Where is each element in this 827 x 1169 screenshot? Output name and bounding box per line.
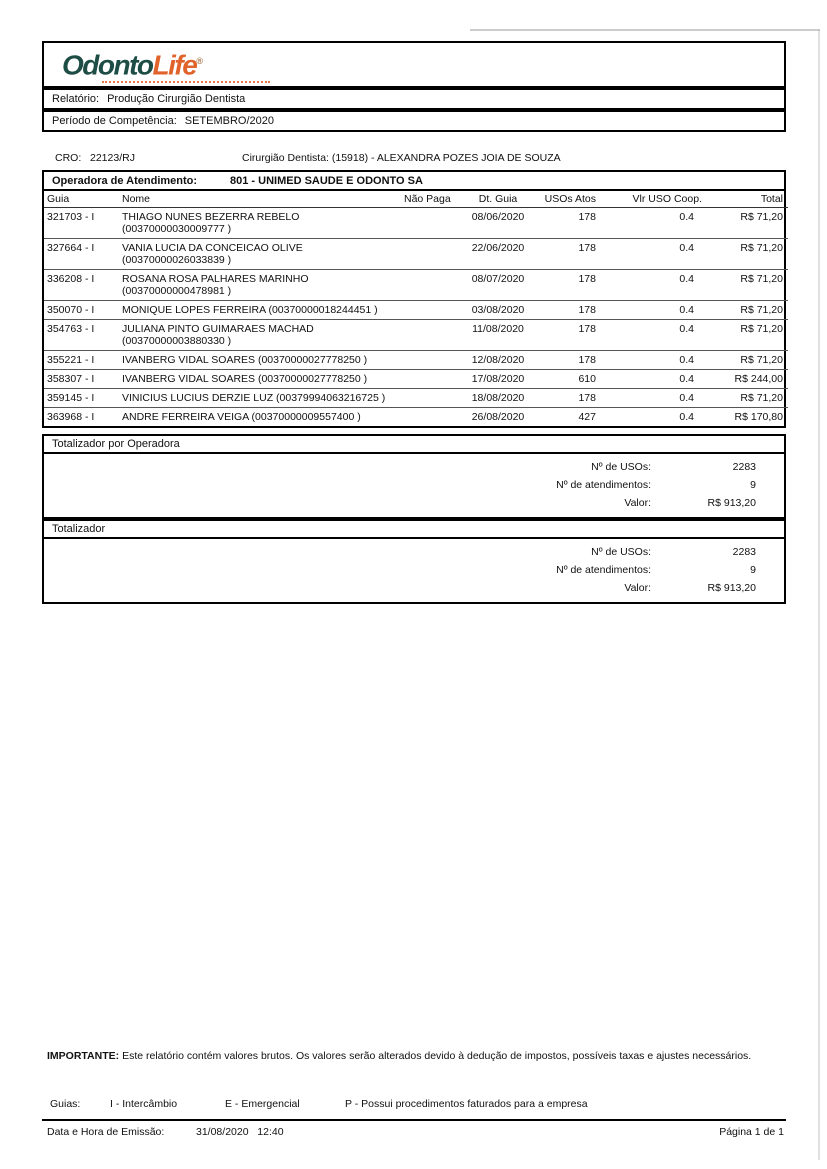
totalizador-operadora-body — [44, 454, 784, 517]
dt-guia-cell: 08/07/2020 — [460, 270, 536, 301]
total-cell: R$ 71,20 — [706, 208, 788, 239]
table-row — [44, 408, 788, 427]
usos-atos-cell: 178 — [536, 239, 616, 270]
vlr-uso-cell: 0.4 — [616, 208, 706, 239]
odontolife-logo — [62, 46, 784, 80]
dt-guia-cell: 08/06/2020 — [460, 208, 536, 239]
guia-cell: 359145 - I — [44, 389, 118, 408]
guia-cell: 327664 - I — [44, 239, 118, 270]
valor-label: Valor: — [624, 582, 651, 594]
dt-guia-cell: 26/08/2020 — [471, 411, 525, 423]
logo-tagline — [102, 81, 270, 83]
nao-paga-cell — [400, 270, 460, 301]
table-row — [44, 301, 788, 320]
total-valor-row — [44, 579, 784, 597]
operadora-row — [44, 172, 784, 191]
cro-value: 22123/RJ — [90, 152, 135, 164]
logo-odonto-text: Odonto — [62, 49, 153, 81]
total-cell: R$ 170,80 — [734, 411, 783, 423]
nome-cell: VINICIUS LUCIUS DERZIE LUZ (00379994063216725 ) — [118, 389, 400, 408]
guia-cell: 321703 - I — [44, 208, 118, 239]
valor-value: R$ 913,20 — [707, 582, 756, 594]
nome-cell: IVANBERG VIDAL SOARES (00370000027778250 ) — [118, 351, 400, 370]
header-nao-paga: Não Paga — [400, 191, 460, 208]
header-dt-guia: Dt. Guia — [460, 191, 536, 208]
guides-table-box — [42, 170, 786, 428]
totalizador-box — [42, 519, 786, 604]
table-row — [44, 208, 788, 239]
total-cell: R$ 71,20 — [706, 239, 788, 270]
vlr-uso-cell: 0.4 — [616, 389, 706, 408]
total-atendimentos-row — [44, 476, 784, 494]
importante-text: Este relatório contém valores brutos. Os valores serão alterados devido à dedução de impostos, possíveis taxas e ajustes necessários. — [122, 1050, 752, 1062]
scan-artifact-right — [818, 30, 820, 1160]
total-cell: R$ 71,20 — [706, 389, 788, 408]
nao-paga-cell — [400, 320, 460, 351]
total-cell: R$ 71,20 — [706, 270, 788, 301]
totalizador-operadora-box — [42, 434, 786, 519]
dentist-value: (15918) - ALEXANDRA POZES JOIA DE SOUZA — [331, 152, 561, 164]
table-row — [44, 320, 788, 351]
valor-label: Valor: — [624, 497, 651, 509]
atendimentos-label: Nº de atendimentos: — [556, 479, 651, 491]
usos-atos-cell: 178 — [536, 208, 616, 239]
dt-guia-cell: 22/06/2020 — [460, 239, 536, 270]
usos-atos-cell: 610 — [536, 370, 616, 389]
guia-cell: 354763 - I — [44, 320, 118, 351]
vlr-uso-cell: 0.4 — [616, 239, 706, 270]
guia-cell: 358307 - I — [44, 370, 118, 389]
usos-label: Nº de USOs: — [591, 546, 651, 558]
dentist-label: Cirurgião Dentista: — [242, 152, 329, 164]
scan-artifact-top — [470, 29, 820, 31]
emission-value: 31/08/2020 12:40 — [196, 1126, 284, 1138]
nome-cell: MONIQUE LOPES FERREIRA (00370000018244451 ) — [118, 301, 400, 320]
operadora-value: 801 - UNIMED SAUDE E ODONTO SA — [230, 175, 423, 187]
table-row — [44, 370, 788, 389]
nao-paga-cell — [400, 208, 460, 239]
atendimentos-label: Nº de atendimentos: — [556, 564, 651, 576]
header-usos-atos: USOs Atos — [536, 191, 616, 208]
nao-paga-cell — [400, 389, 460, 408]
total-atendimentos-row — [44, 561, 784, 579]
total-usos-row — [44, 543, 784, 561]
footer-divider — [42, 1119, 786, 1121]
table-row — [44, 351, 788, 370]
usos-atos-cell: 427 — [578, 411, 596, 423]
atendimentos-value: 9 — [750, 479, 756, 491]
table-header-row — [44, 191, 788, 208]
total-cell: R$ 71,20 — [706, 301, 788, 320]
guias-legend — [42, 1098, 786, 1112]
usos-value: 2283 — [732, 461, 756, 473]
header-vlr-uso: Vlr USO Coop. — [616, 191, 706, 208]
nome-cell: JULIANA PINTO GUIMARAES MACHAD (00370000003880330 ) — [118, 320, 400, 351]
importante-label: IMPORTANTE: — [47, 1050, 120, 1062]
usos-label: Nº de USOs: — [591, 461, 651, 473]
guides-table — [44, 191, 788, 426]
usos-atos-cell: 178 — [536, 351, 616, 370]
logo-life-text: Life — [152, 49, 197, 81]
guia-p-legend: P - Possui procedimentos faturados para a empresa — [345, 1098, 588, 1110]
nao-paga-cell — [400, 351, 460, 370]
vlr-uso-cell: 0.4 — [679, 411, 694, 423]
nome-cell: ANDRE FERREIRA VEIGA (00370000009557400 ) — [122, 411, 361, 423]
nao-paga-cell — [400, 301, 460, 320]
dt-guia-cell: 18/08/2020 — [460, 389, 536, 408]
nao-paga-cell — [400, 370, 460, 389]
total-cell: R$ 244,00 — [706, 370, 788, 389]
nome-cell: VANIA LUCIA DA CONCEICAO OLIVE (00370000026033839 ) — [118, 239, 400, 270]
usos-atos-cell: 178 — [536, 270, 616, 301]
vlr-uso-cell: 0.4 — [616, 370, 706, 389]
vlr-uso-cell: 0.4 — [616, 351, 706, 370]
usos-value: 2283 — [732, 546, 756, 558]
table-row — [44, 270, 788, 301]
operadora-label: Operadora de Atendimento: — [52, 175, 198, 187]
valor-value: R$ 913,20 — [707, 497, 756, 509]
emission-line — [42, 1126, 786, 1140]
nao-paga-cell — [400, 239, 460, 270]
header-guia: Guia — [44, 191, 118, 208]
vlr-uso-cell: 0.4 — [616, 320, 706, 351]
report-value: Produção Cirurgião Dentista — [107, 93, 246, 105]
dentist-name — [242, 152, 561, 164]
report-label: Relatório: — [52, 93, 100, 105]
usos-atos-cell: 178 — [536, 320, 616, 351]
totalizador-title: Totalizador — [44, 521, 784, 539]
dentist-info-line — [42, 152, 786, 166]
emission-label: Data e Hora de Emissão: — [47, 1126, 165, 1138]
totalizador-body — [44, 539, 784, 602]
guia-cell: 355221 - I — [44, 351, 118, 370]
nome-cell: THIAGO NUNES BEZERRA REBELO (00370000030009777 ) — [118, 208, 400, 239]
dt-guia-cell: 12/08/2020 — [460, 351, 536, 370]
period-label: Período de Competência: — [52, 115, 177, 127]
atendimentos-value: 9 — [750, 564, 756, 576]
dt-guia-cell: 17/08/2020 — [460, 370, 536, 389]
table-row — [44, 239, 788, 270]
cro-label: CRO: — [55, 152, 82, 164]
dt-guia-cell: 11/08/2020 — [460, 320, 536, 351]
usos-atos-cell: 178 — [536, 301, 616, 320]
logo-box — [42, 41, 786, 88]
registered-mark-icon: ® — [196, 56, 203, 66]
total-valor-row — [44, 494, 784, 512]
header-nome: Nome — [118, 191, 400, 208]
dt-guia-cell: 03/08/2020 — [460, 301, 536, 320]
vlr-uso-cell: 0.4 — [616, 270, 706, 301]
nao-paga-cell — [400, 408, 460, 427]
nome-cell: ROSANA ROSA PALHARES MARINHO (00370000000478981 ) — [118, 270, 400, 301]
guia-i-legend: I - Intercâmbio — [110, 1098, 178, 1110]
total-usos-row — [44, 458, 784, 476]
page-number: Página 1 de 1 — [719, 1126, 784, 1138]
importante-note — [47, 1049, 783, 1064]
guia-cell: 363968 - I — [47, 411, 95, 423]
period-bar — [42, 110, 786, 132]
totalizador-operadora-title: Totalizador por Operadora — [44, 436, 784, 454]
usos-atos-cell: 178 — [536, 389, 616, 408]
guia-cell: 350070 - I — [44, 301, 118, 320]
guia-e-legend: E - Emergencial — [225, 1098, 300, 1110]
report-title-bar — [42, 88, 786, 110]
header-total: Total — [706, 191, 788, 208]
total-cell: R$ 71,20 — [706, 320, 788, 351]
guias-label: Guias: — [50, 1098, 81, 1110]
nome-cell: IVANBERG VIDAL SOARES (00370000027778250 ) — [118, 370, 400, 389]
total-cell: R$ 71,20 — [706, 351, 788, 370]
vlr-uso-cell: 0.4 — [616, 301, 706, 320]
table-row — [44, 389, 788, 408]
period-value: SETEMBRO/2020 — [184, 115, 275, 127]
guia-cell: 336208 - I — [44, 270, 118, 301]
